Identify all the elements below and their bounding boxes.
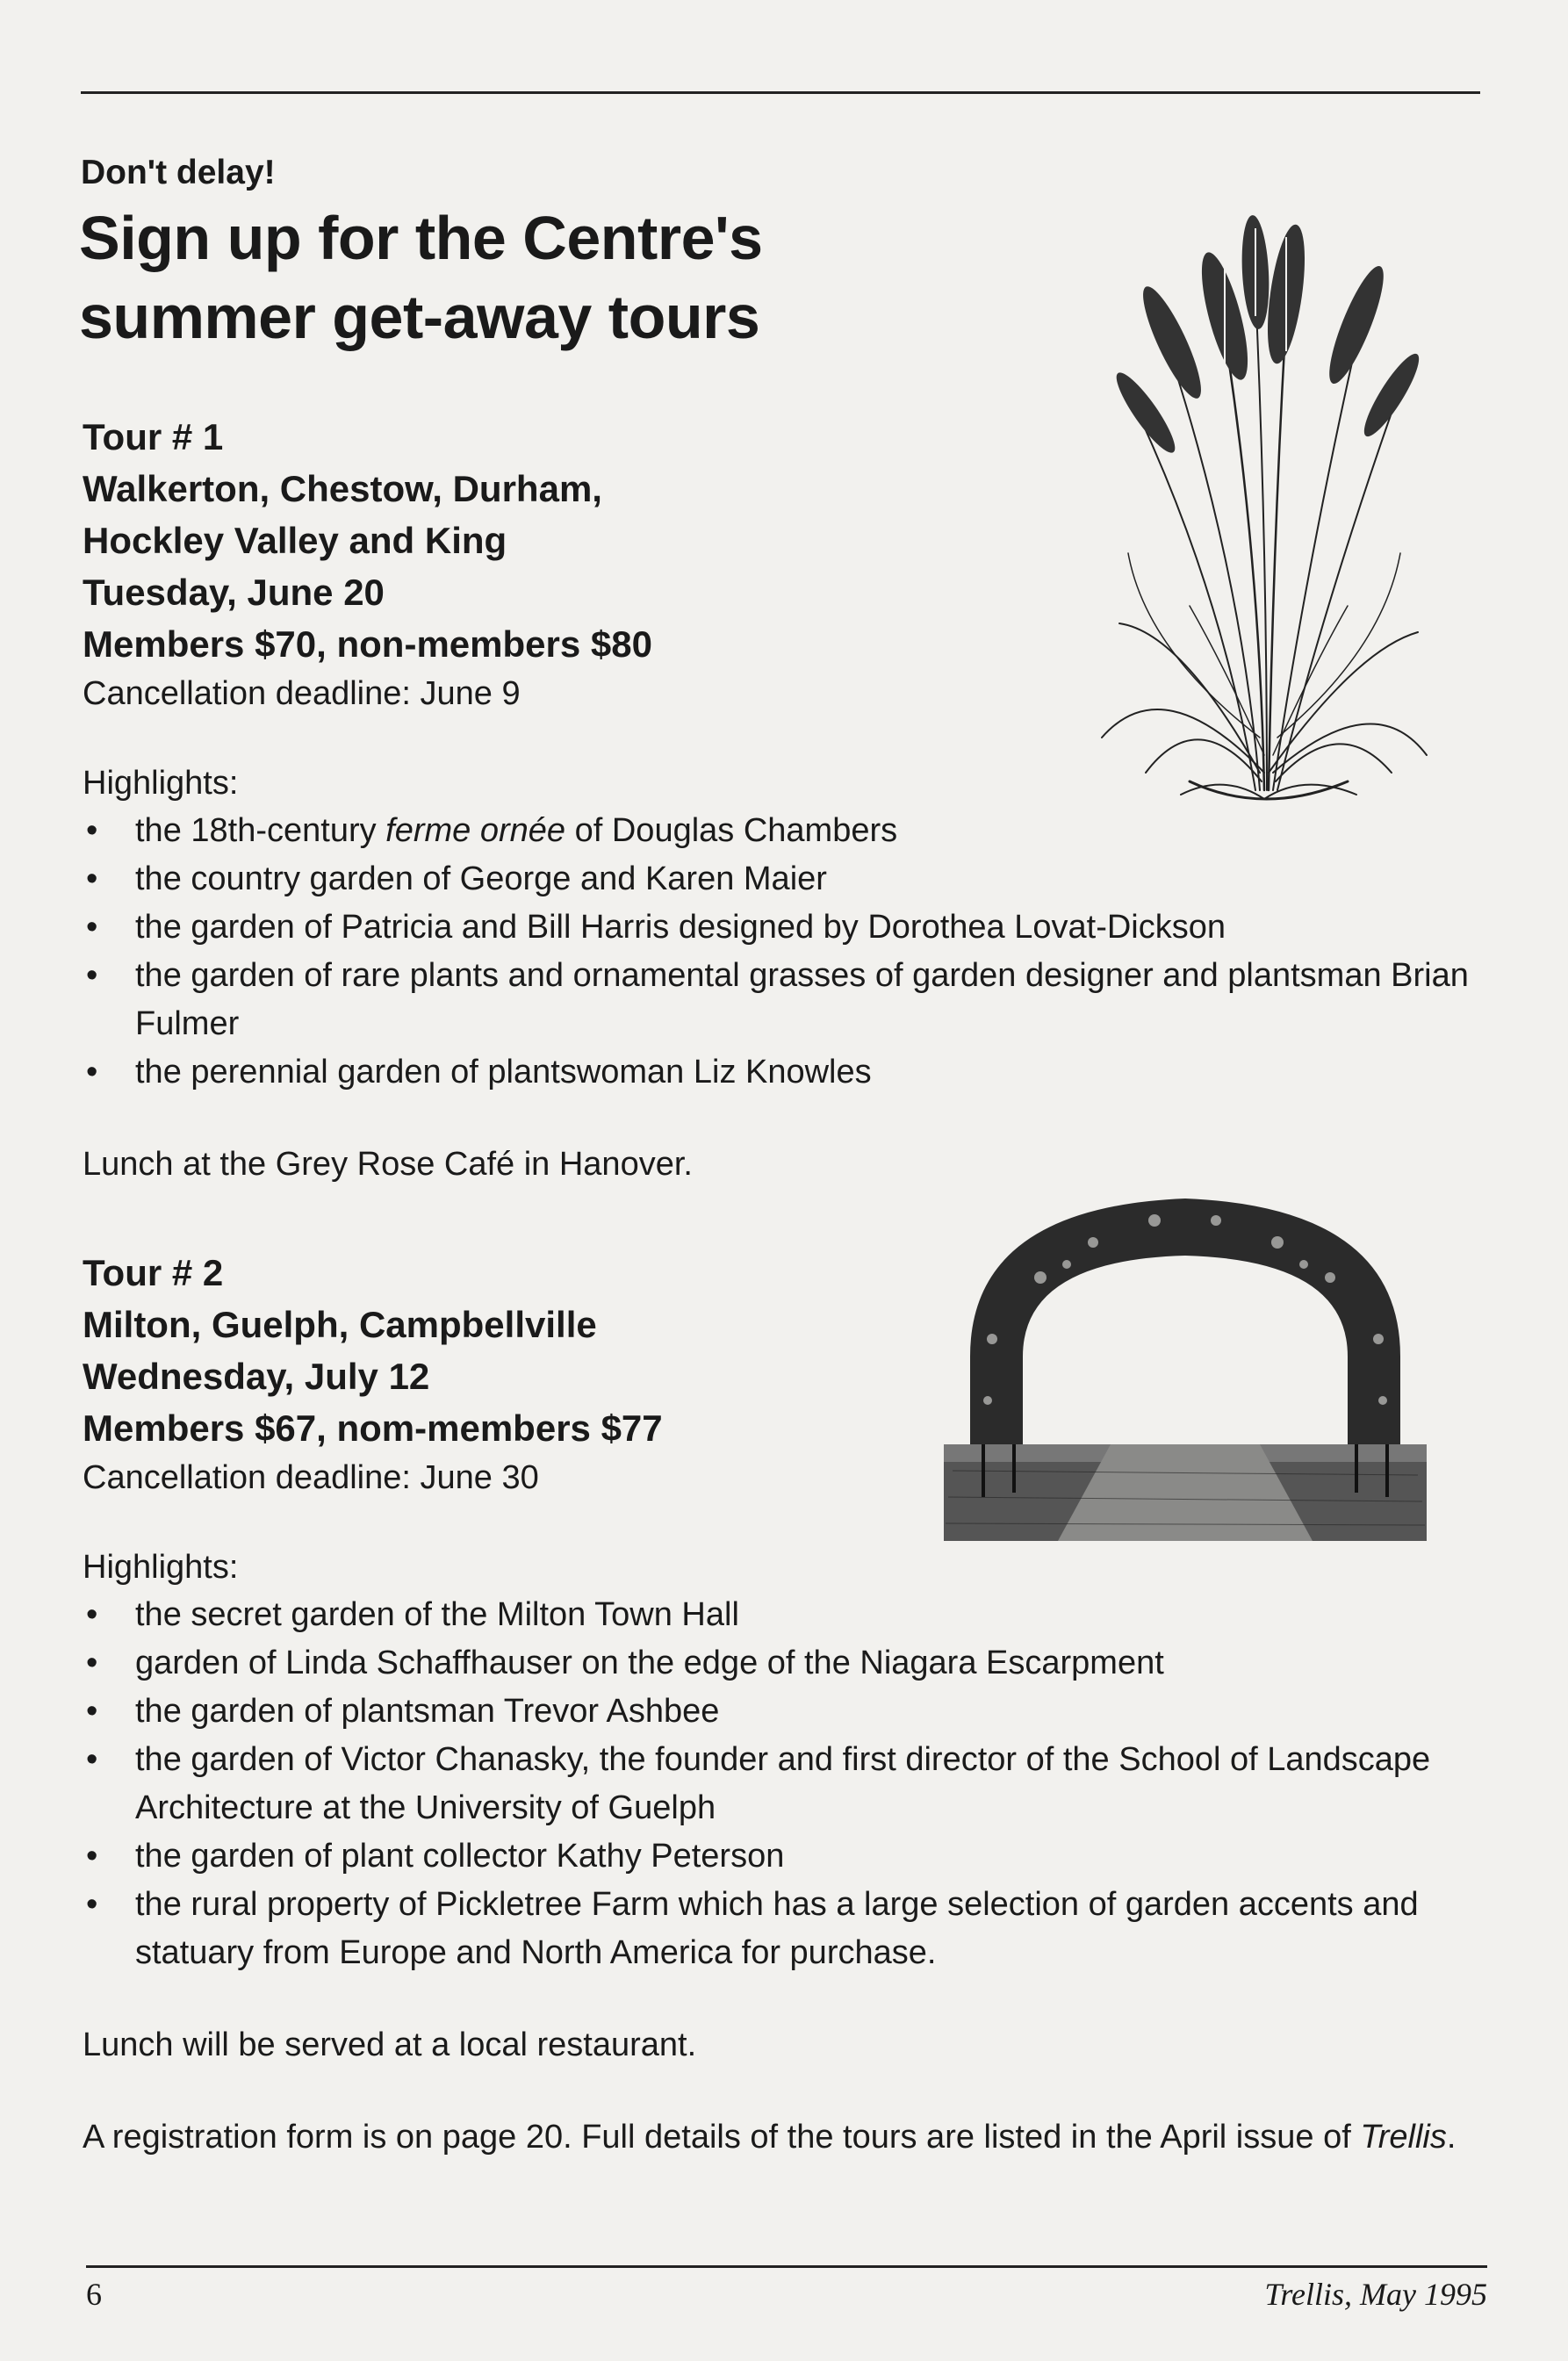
tour-2-lunch: Lunch will be served at a local restaurant. [83, 2026, 697, 2063]
list-item: • the country garden of George and Karen Maier [83, 855, 1487, 903]
tour-1-lunch: Lunch at the Grey Rose Café in Hanover. [83, 1146, 693, 1183]
bottom-rule [86, 2265, 1487, 2268]
tour-2-deadline: Cancellation deadline: June 30 [83, 1459, 539, 1496]
page-number: 6 [86, 2277, 102, 2312]
kicker: Don't delay! [81, 154, 276, 191]
list-item: • the rural property of Pickletree Farm which has a large selection of garden accents and statuary from Europe and North America for purchase. [83, 1881, 1505, 1977]
tour-2-date: Wednesday, July 12 [83, 1356, 430, 1397]
tour-1-date: Tuesday, June 20 [83, 572, 385, 613]
headline-line-2: summer get-away tours [79, 283, 760, 351]
headline-line-1: Sign up for the Centre's [79, 204, 763, 272]
tour-1-highlights-list [83, 807, 1487, 1097]
list-item: • the garden of plantsman Trevor Ashbee [83, 1688, 1487, 1736]
tour-2-route: Milton, Guelph, Campbellville [83, 1304, 597, 1345]
tour-1-route-line-2: Hockley Valley and King [83, 520, 507, 561]
list-item: • the garden of rare plants and ornamental grasses of garden designer and plantsman Brian Fulmer [83, 952, 1487, 1048]
tour-2-highlights-list [83, 1591, 1487, 1977]
publication-title: Trellis, May 1995 [1264, 2277, 1487, 2312]
list-item: • the garden of plant collector Kathy Peterson [83, 1832, 1487, 1881]
list-item: • garden of Linda Schaffhauser on the edge of the Niagara Escarpment [83, 1639, 1487, 1688]
tour-1-deadline: Cancellation deadline: June 9 [83, 675, 521, 712]
list-item: • the 18th-century ferme ornée of Douglas Chambers [83, 807, 1487, 855]
list-item: • the perennial garden of plantswoman Liz Knowles [83, 1048, 1487, 1097]
tour-1-section [83, 411, 1487, 1189]
tour-1-price: Members $70, non-members $80 [83, 623, 652, 665]
registration-note: A registration form is on page 20. Full details of the tours are listed in the April issue of Trellis. [83, 2119, 1457, 2156]
tour-1-route-line-1: Walkerton, Chestow, Durham, [83, 468, 602, 509]
tour-2-highlights-label: Highlights: [83, 1549, 239, 1586]
tour-2-section [83, 1247, 1487, 2162]
tour-2-title: Tour # 2 [83, 1252, 224, 1293]
list-item: • the garden of Patricia and Bill Harris designed by Dorothea Lovat-Dickson [83, 903, 1487, 952]
headline [79, 198, 957, 356]
tour-1-title: Tour # 1 [83, 416, 224, 457]
tour-2-price: Members $67, nom-members $77 [83, 1407, 663, 1449]
list-item: • the garden of Victor Chanasky, the founder and first director of the School of Landscape Architecture at the University of Guelph [83, 1736, 1505, 1832]
list-item: • the secret garden of the Milton Town Hall [83, 1591, 1487, 1639]
tour-1-highlights-label: Highlights: [83, 765, 239, 802]
top-rule [81, 91, 1480, 94]
